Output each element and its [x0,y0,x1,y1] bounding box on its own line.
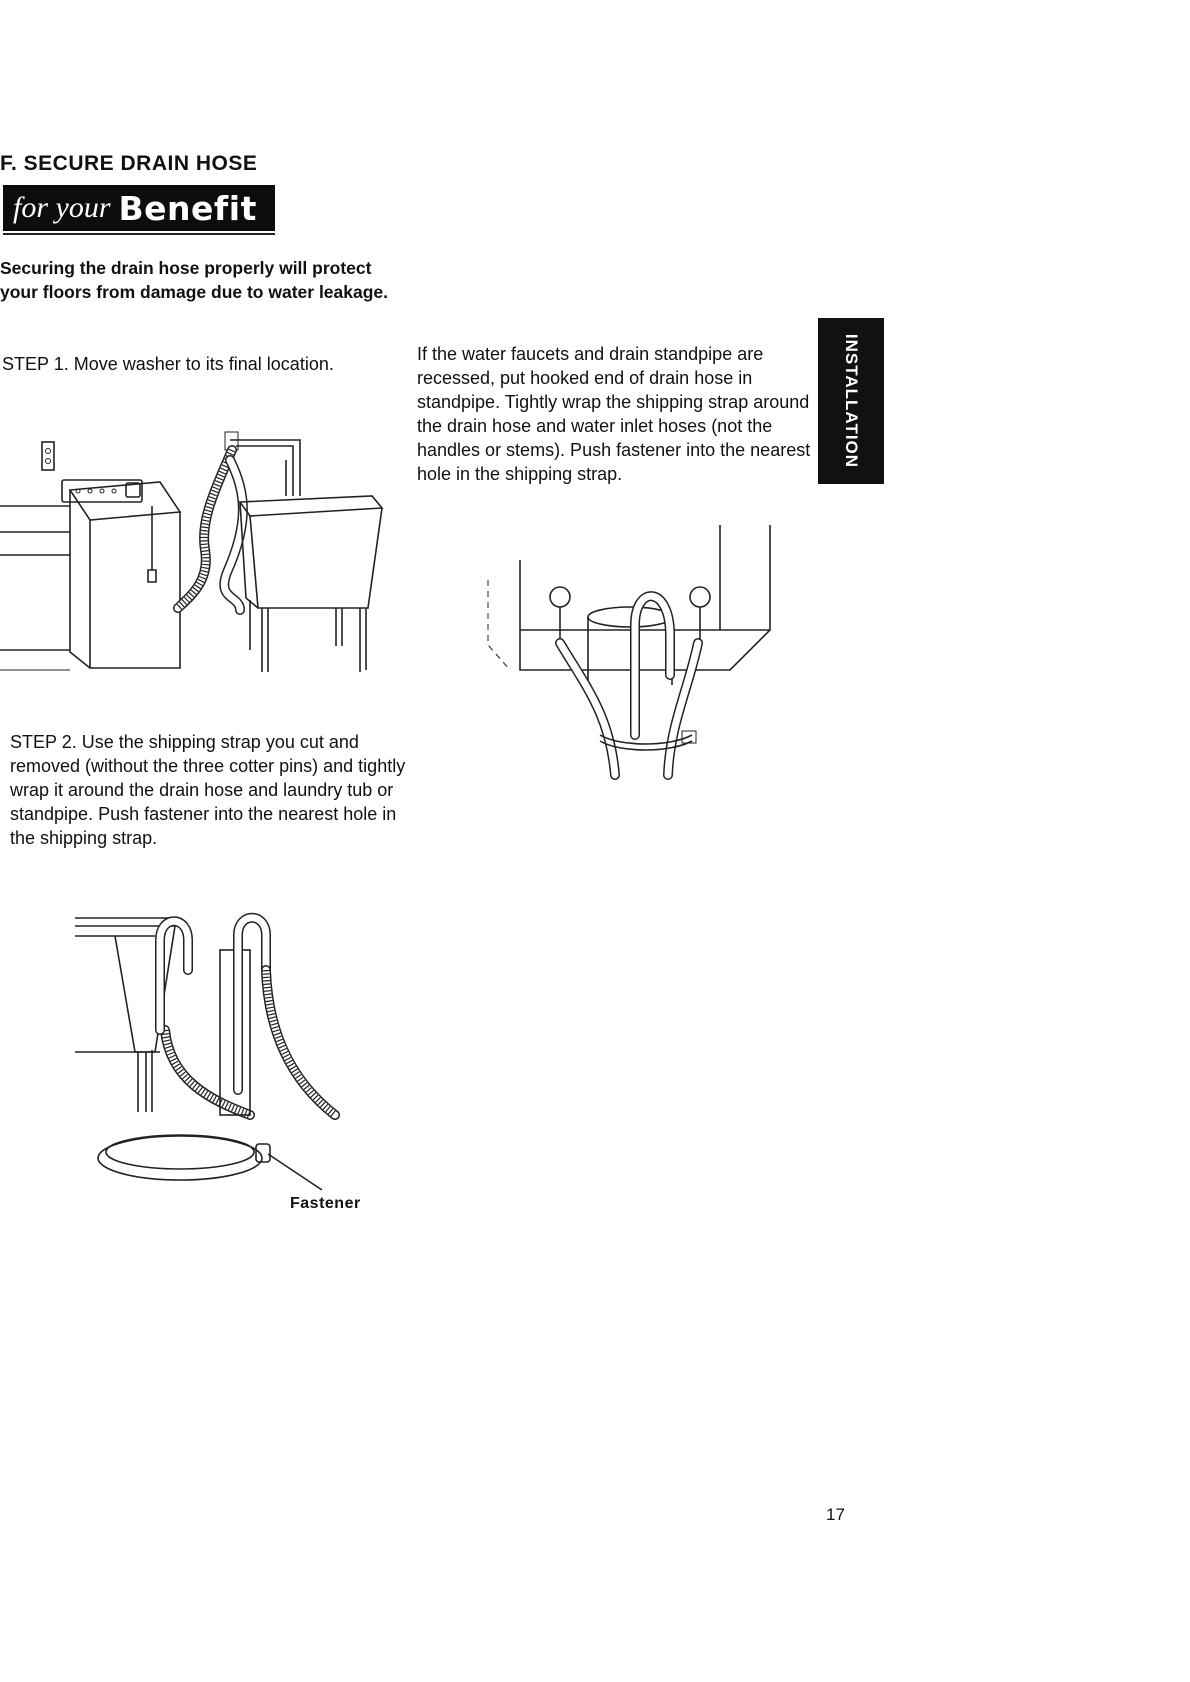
strap-and-fastener-illustration [60,900,380,1200]
installation-side-tab [818,318,884,484]
section-title: F. SECURE DRAIN HOSE [0,152,258,175]
step-2-text: Use the shipping strap you cut and removed (without the three cotter pins) and tightly wrap it around the drain hose and laundry tub or standpipe. Push fastener into the nearest hole in the shipping strap. [10,732,406,848]
page-number: 17 [826,1505,845,1524]
washer-and-laundry-tub-illustration [0,420,400,690]
for-your-benefit-banner [3,185,275,231]
recessed-standpipe-illustration [470,525,790,795]
step-1-text: Move washer to its final location. [73,354,334,374]
step-2-paragraph [10,730,410,850]
banner-script-text: for your [13,191,111,224]
fastener-callout-label: Fastener [290,1195,361,1212]
step-1-label: STEP 1. [2,354,69,374]
intro-paragraph: Securing the drain hose properly will protect your floors from damage due to water leakage. [0,258,389,302]
recessed-instructions-paragraph: If the water faucets and drain standpipe are recessed, put hooked end of drain hose in standpipe. Tightly wrap the shipping strap around the drain hose and water inlet hoses (not the handles or stems). Push fastener into the nearest hole in the shipping strap. [417,344,811,484]
step-1-paragraph [2,352,342,376]
side-tab-label: INSTALLATION [842,333,862,469]
step-2-label: STEP 2. [10,732,77,752]
banner-benefit-word: Benefit [118,188,257,228]
banner-underline [3,233,275,235]
